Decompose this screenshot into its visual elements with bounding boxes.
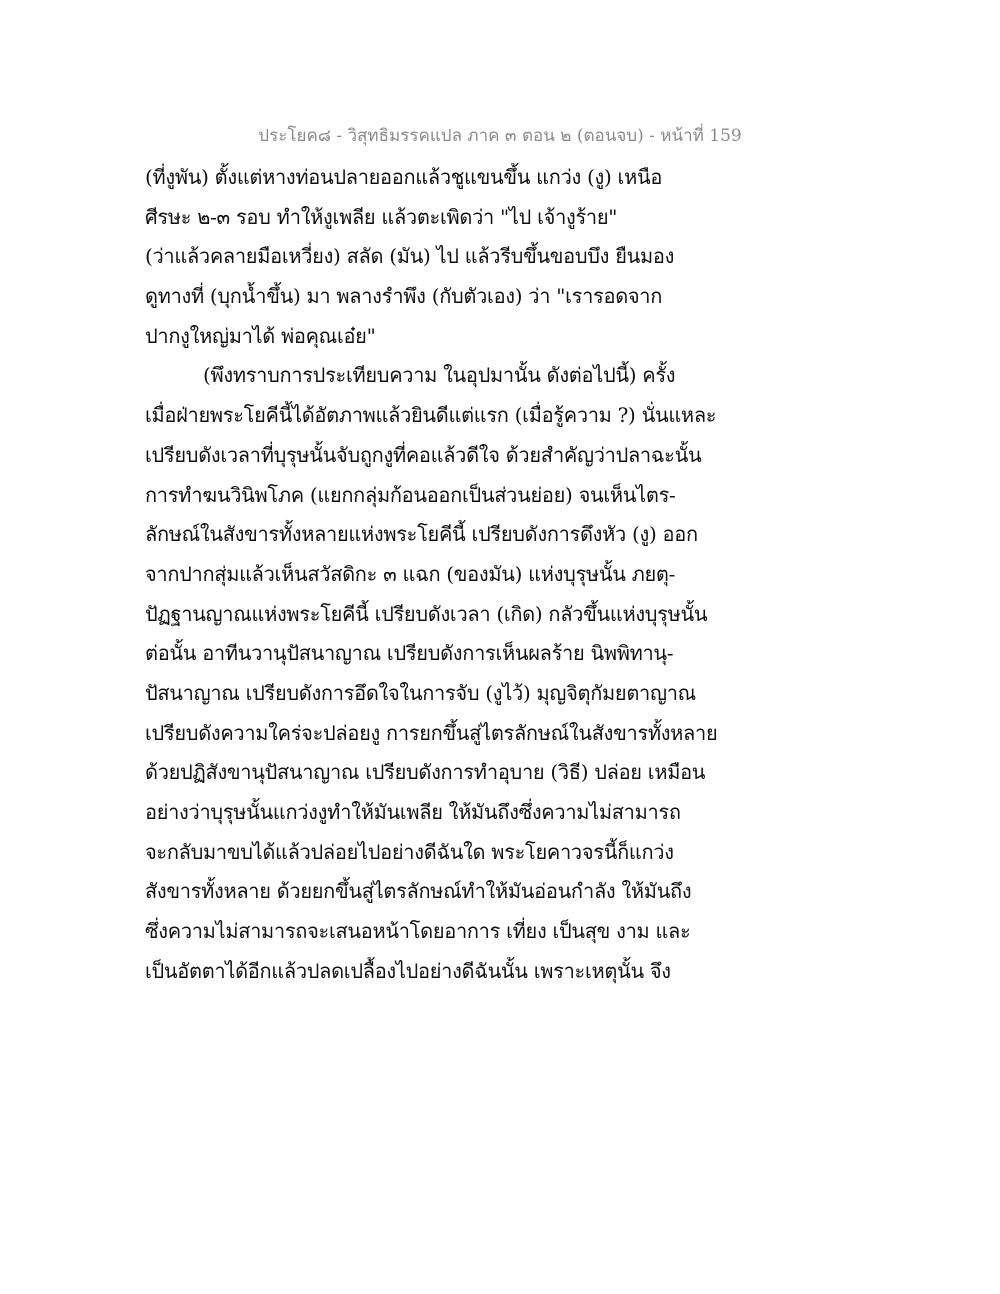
text-line: เปรียบดังความใคร่จะปล่อยงู การยกขึ้นสู่ไตรลักษณ์ในสังขารทั้งหลาย bbox=[145, 720, 718, 745]
text-line: (ที่งูพัน) ตั้งแต่หางท่อนปลายออกแล้วชูแขนขึ้น แกว่ง (งู) เหนือ bbox=[145, 165, 663, 189]
text-line: สังขารทั้งหลาย ด้วยยกขึ้นสู่ไตรลักษณ์ทำให้มันอ่อนกำลัง ให้มันถึง bbox=[145, 879, 692, 904]
paragraph-start-line: (พึงทราบการประเทียบความ ในอุปมานั้น ดังต่อไปนี้) ครั้ง bbox=[203, 363, 676, 388]
text-line: ดูทางที่ (บุกน้ำขึ้น) มา พลางรำพึง (กับตัวเอง) ว่า "เรารอดจาก bbox=[145, 284, 663, 309]
text-line: อย่างว่าบุรุษนั้นแกว่งงูทำให้มันเพลีย ให้มันถึงซึ่งความไม่สามารถ bbox=[145, 800, 681, 824]
text-line: ซึ่งความไม่สามารถจะเสนอหน้าโดยอาการ เที่ยง เป็นสุข งาม และ bbox=[145, 919, 691, 944]
text-line: ปากงูใหญ่มาได้ พ่อคุณเอ๋ย" bbox=[145, 323, 376, 348]
text-line: เปรียบดังเวลาที่บุรุษนั้นจับถูกงูที่คอแล้วดีใจ ด้วยสำคัญว่าปลาฉะนั้น bbox=[145, 442, 702, 467]
text-line: ต่อนั้น อาทีนวานุปัสนาญาณ เปรียบดังการเห็นผลร้าย นิพพิทานุ- bbox=[145, 641, 674, 666]
running-header: ประโยค๘ - วิสุทธิมรรคแปล ภาค ๓ ตอน ๒ (ตอนจบ) - หน้าที่ 159 bbox=[258, 126, 742, 146]
text-line: (ว่าแล้วคลายมือเหวี่ยง) สลัด (มัน) ไป แล้วรีบขึ้นขอบบึง ยืนมอง bbox=[145, 244, 675, 269]
text-line: จะกลับมาขบได้แล้วปล่อยไปอย่างดีฉันใด พระโยคาวจรนี้ก็แกว่ง bbox=[145, 839, 674, 864]
body-text bbox=[145, 158, 718, 991]
text-line: ปัสนาญาณ เปรียบดังการอึดใจในการจับ (งูไว้) มุญจิตุกัมยตาญาณ bbox=[145, 680, 696, 705]
text-line: เมื่อฝ่ายพระโยคีนี้ได้อัตภาพแล้วยินดีแต่แรก (เมื่อรู้ความ ?) นั่นแหละ bbox=[145, 403, 717, 428]
text-line: ด้วยปฏิสังขานุปัสนาญาณ เปรียบดังการทำอุบาย (วิธี) ปล่อย เหมือน bbox=[145, 760, 706, 785]
text-line: จากปากสุ่มแล้วเห็นสวัสดิกะ ๓ แฉก (ของมัน) แห่งบุรุษนั้น ภยตุ- bbox=[145, 561, 676, 586]
text-line: ศีรษะ ๒-๓ รอบ ทำให้งูเพลีย แล้วตะเพิดว่า "ไป เจ้างูร้าย" bbox=[145, 204, 618, 229]
text-line: เป็นอัตตาได้อีกแล้วปลดเปลื้องไปอย่างดีฉันนั้น เพราะเหตุนั้น จึง bbox=[145, 958, 671, 983]
text-line: การทำฆนวินิพโภค (แยกกลุ่มก้อนออกเป็นส่วนย่อย) จนเห็นไตร- bbox=[145, 482, 676, 507]
text-line: ปัฏฐานญาณแห่งพระโยคีนี้ เปรียบดังเวลา (เกิด) กลัวขึ้นแห่งบุรุษนั้น bbox=[145, 601, 708, 626]
text-line: ลักษณ์ในสังขารทั้งหลายแห่งพระโยคีนี้ เปรียบดังการดึงหัว (งู) ออก bbox=[145, 522, 698, 547]
